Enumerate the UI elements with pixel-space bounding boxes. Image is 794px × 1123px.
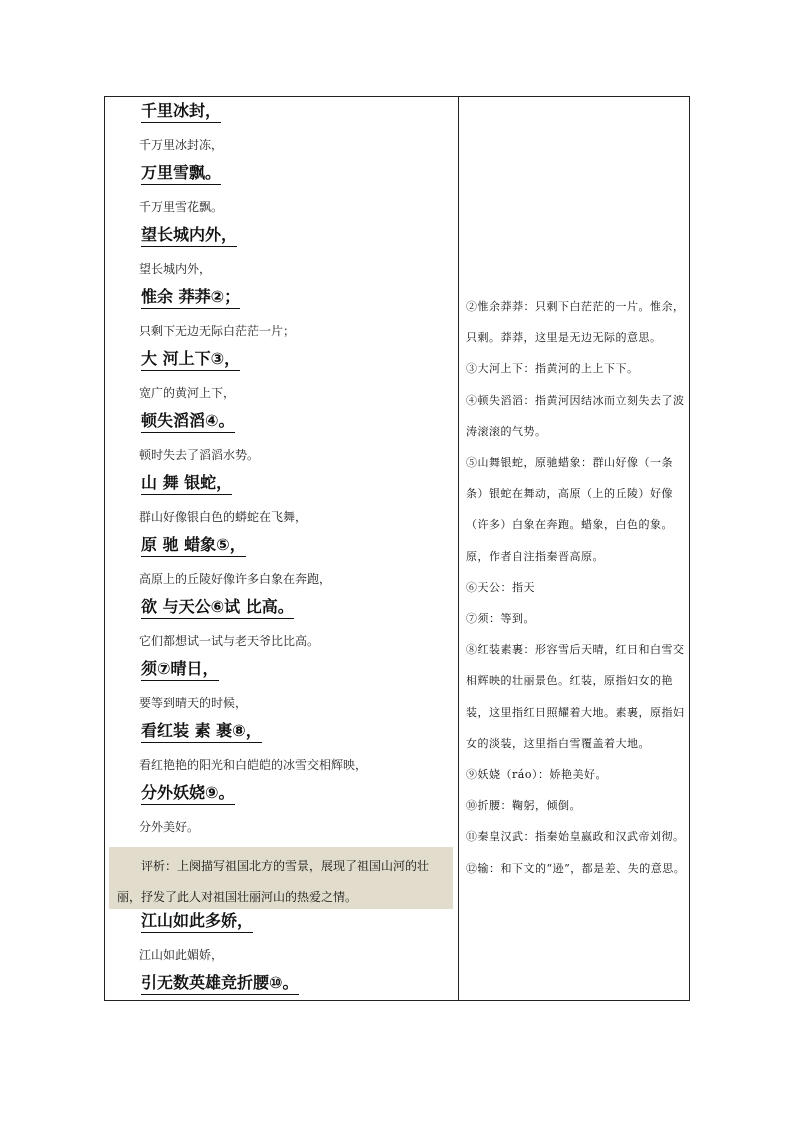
- verse-translation: 望长城内外，: [139, 262, 212, 276]
- verse-translation: 千万里冰封冻，: [139, 138, 224, 152]
- verse-translation: 群山好像银白色的蟒蛇在飞舞，: [139, 510, 308, 524]
- verse-line: 须⑦晴日，: [141, 659, 219, 681]
- note-item: ⑦须：等到。: [466, 612, 535, 626]
- note-item: ⑧红装素裹：形容雪后天晴，红日和白雪交相辉映的壮丽景色。红装，原指妇女的艳装，这里指红日照耀着大地。素裹，原指妇女的淡装，这里指白雪覆盖着大地。: [466, 643, 685, 750]
- verse-translation: 宽广的黄河上下，: [139, 386, 236, 400]
- note-item: ④顿失滔滔：指黄河因结冰而立刻失去了波涛滚滚的气势。: [466, 393, 685, 438]
- verse-line: 分外妖娆⑨。: [141, 783, 235, 805]
- note-item: ③大河上下：指黄河的上上下下。: [466, 362, 639, 376]
- poem-column: [105, 97, 458, 1000]
- verse-line: 惟余 莽莽②；: [141, 287, 240, 309]
- poem-table: [104, 96, 690, 1001]
- verse-line: 欲 与天公⑥试 比高。: [141, 597, 294, 619]
- verse-line: 千里冰封，: [141, 101, 221, 123]
- note-item: ⑩折腰：鞠躬，倾倒。: [466, 799, 581, 813]
- commentary-box: [109, 847, 453, 909]
- verse-translation: 顿时失去了滔滔水势。: [139, 448, 260, 462]
- verse-translation: 江山如此媚娇，: [139, 948, 224, 962]
- verse-translation: 要等到晴天的时候，: [139, 696, 248, 710]
- commentary-text: 评析：上阕描写祖国北方的雪景，展现了祖国山河的壮丽，抒发了此人对祖国壮丽河山的热爱之情。: [117, 859, 430, 904]
- verse-line: 山 舞 银蛇，: [141, 473, 232, 495]
- notes-column: [459, 97, 689, 1000]
- note-item: ⑨妖娆（ráo）：娇艳美好。: [466, 768, 607, 782]
- verse-translation: 看红艳艳的阳光和白皑皑的冰雪交相辉映，: [139, 758, 368, 772]
- notes-list: [466, 291, 688, 884]
- verse-translation: 分外美好。: [139, 820, 200, 834]
- verse-translation: 它们都想试一试与老天爷比比高。: [139, 634, 320, 648]
- note-item: ⑫输：和下文的“逊”，都是差、失的意思。: [466, 861, 686, 875]
- verse-translation: 高原上的丘陵好像许多白象在奔跑，: [139, 572, 332, 586]
- verse-line: 江山如此多娇，: [141, 911, 253, 933]
- note-item: ⑪秦皇汉武：指秦始皇嬴政和汉武帝刘彻。: [466, 830, 685, 844]
- verse-line: 看红装 素 裹⑧，: [141, 721, 262, 743]
- verse-line: 引无数英雄竞折腰⑩。: [141, 973, 299, 995]
- verse-line: 大 河上下③，: [141, 349, 240, 371]
- note-item: ⑥天公：指天: [466, 580, 535, 594]
- verse-line: 原 驰 蜡象⑤，: [141, 535, 246, 557]
- verse-line: 万里雪飘。: [141, 163, 221, 185]
- verse-line: 望长城内外，: [141, 225, 237, 247]
- verse-translation: 千万里雪花飘。: [139, 200, 224, 214]
- note-item: ②惟余莽莽：只剩下白茫茫的一片。惟余，只剩。莽莽，这里是无边无际的意思。: [466, 300, 685, 345]
- verse-line: 顿失滔滔④。: [141, 411, 235, 433]
- verse-translation: 只剩下无边无际白茫茫一片；: [139, 324, 296, 338]
- note-item: ⑤山舞银蛇，原驰蜡象：群山好像（一条条）银蛇在舞动，高原（上的丘陵）好像（许多）白象在奔跑。蜡象，白色的象。原，作者自注指秦晋高原。: [466, 456, 673, 563]
